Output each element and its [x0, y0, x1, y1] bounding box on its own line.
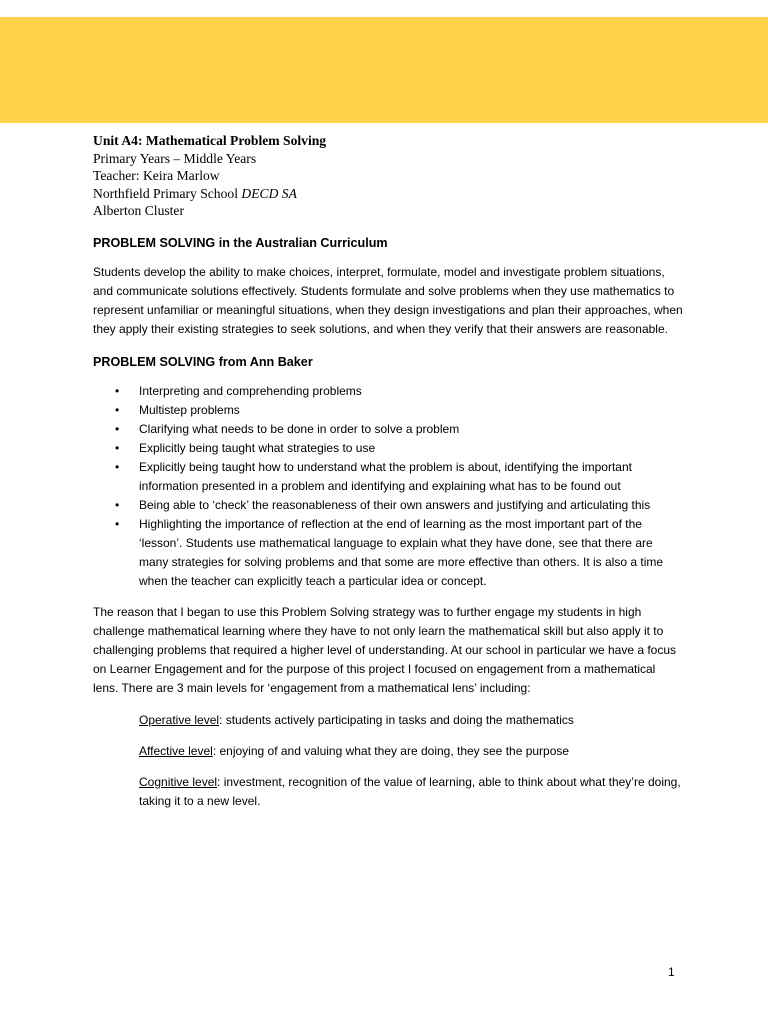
level-description: : enjoying of and valuing what they are doing, they see the purpose [212, 743, 570, 758]
unit-title: Unit A4: Mathematical Problem Solving [93, 133, 327, 148]
bullet-dot-icon: • [115, 421, 120, 436]
engagement-paragraph: The reason that I began to use this Problem Solving strategy was to further engage my students in high challenge mathematical learning where they have to not only learn the mathematical skill but also apply it to challenging problems that required a higher level of understanding. At our school in particular we have a focus on Learner Engagement and for the purpose of this project I focused on engagement from a mathematical lens. There are 3 main levels for ‘engagement from a mathematical lens’ including: [93, 604, 677, 695]
bullet-dot-icon: • [115, 383, 120, 398]
unit-cluster: Alberton Cluster [93, 203, 184, 219]
ann-baker-bullet-list [93, 382, 683, 591]
bullet-dot-icon: • [115, 459, 120, 474]
bullet-dot-icon: • [115, 440, 120, 455]
bullet-text: Multistep problems [139, 402, 240, 417]
bullet-item [93, 515, 683, 591]
engagement-levels [93, 711, 683, 811]
bullet-text: Interpreting and comprehending problems [139, 383, 362, 398]
bullet-dot-icon: • [115, 402, 120, 417]
document-content [93, 132, 683, 823]
section-heading-ann-baker: PROBLEM SOLVING from Ann Baker [93, 354, 313, 369]
level-name: Cognitive level [139, 774, 218, 789]
unit-school [93, 185, 683, 203]
level-description: : students actively participating in tasks and doing the mathematics [219, 712, 574, 727]
bullet-item [93, 382, 683, 401]
level-name: Affective level [139, 743, 213, 758]
bullet-item [93, 401, 683, 420]
bullet-item [93, 420, 683, 439]
section-heading-curriculum: PROBLEM SOLVING in the Australian Curriculum [93, 235, 388, 250]
bullet-text: Highlighting the importance of reflection at the end of learning as the most important part of the ‘lesson’. Students use mathematical language to explain what they have done, see that there are many strategies for solving problems and that some are more effective than others. It is also a time when the teacher can explicitly teach a particular idea or concept. [139, 516, 664, 588]
page-number: 1 [668, 965, 675, 979]
unit-teacher: Teacher: Keira Marlow [93, 168, 220, 184]
bullet-text: Being able to ‘check’ the reasonableness of their own answers and justifying and articulating this [139, 497, 651, 512]
header-band [0, 17, 768, 123]
school-org: DECD SA [241, 185, 297, 201]
level-description: : investment, recognition of the value of learning, able to think about what they’re doing, taking it to a new level. [139, 774, 681, 808]
engagement-level [139, 711, 683, 730]
bullet-item [93, 458, 683, 496]
bullet-dot-icon: • [115, 516, 120, 531]
bullet-item [93, 439, 683, 458]
level-name: Operative level [139, 712, 220, 727]
bullet-dot-icon: • [115, 497, 120, 512]
bullet-item [93, 496, 683, 515]
school-name: Northfield Primary School [93, 185, 242, 201]
unit-info [93, 132, 683, 220]
bullet-text: Explicitly being taught what strategies to use [139, 440, 376, 455]
bullet-text: Clarifying what needs to be done in order to solve a problem [139, 421, 460, 436]
curriculum-paragraph: Students develop the ability to make choices, interpret, formulate, model and investigate problem situations, and communicate solutions effectively. Students formulate and solve problems when they use mathematics to represent unfamiliar or meaningful situations, when they design investigations and plan their approaches, when they apply their existing strategies to seek solutions, and when they verify that their answers are reasonable. [93, 264, 683, 336]
engagement-level [139, 742, 683, 761]
engagement-level [139, 773, 683, 811]
bullet-text: Explicitly being taught how to understand what the problem is about, identifying the important information presented in a problem and identifying and explaining what has to be found out [139, 459, 632, 493]
unit-years: Primary Years – Middle Years [93, 150, 257, 166]
